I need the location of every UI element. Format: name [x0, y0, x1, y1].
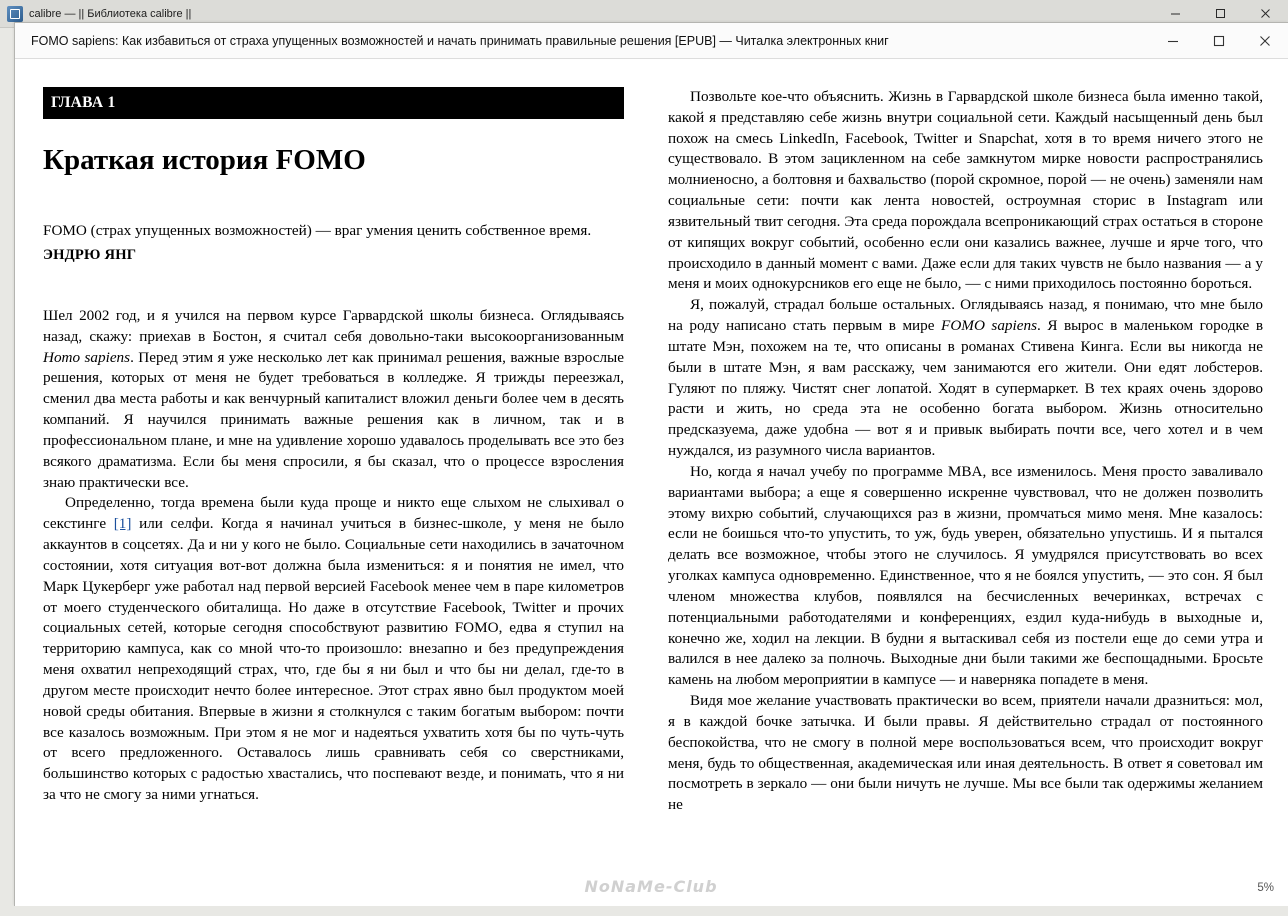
calibre-icon [7, 6, 23, 22]
viewer-window-controls [1150, 23, 1288, 58]
epigraph-author: ЭНДРЮ ЯНГ [43, 246, 137, 263]
paragraph-right-1: Позвольте кое-что объяснить. Жизнь в Гарвардской школе бизнеса была именно такой, какой я представляю себе жизнь внутри социальной сети. Каждый насыщенный день был похож на смесь LinkedIn, Facebook, Twitter и Snapchat, хотя в то время ничего этого не существовало. В этом зацикленном на себе замкнутом мирке новости распространялись молниеносно, а болтовня и бахвальство (порой скромное, порой — не очень) заменяли нам социальные сети: почти как лента новостей, остроумная сторис в Instagram или язвительный твит сегодня. Эта среда порождала всепроникающий страх остаться в стороне от кипящих вокруг событий, особенно если они казались важнее, лучше и ярче того, что происходило в данный момент с вами. Даже если для таких чувств не было названия — а у меня и моих однокурсников его еще не было, — с ними приходилось постоянно бороться. [668, 88, 1263, 293]
paragraph-right-3: Но, когда я начал учебу по программе MBA, все изменилось. Меня просто заваливало вариантами выбора; а еще я совершенно искренне чувствовал, что не должен позволить этому вихрю событий, случающихся раз в жизни, промчаться мимо меня. Мне казалось: если не боишься что-то упустить, то уж, будь уверен, обязательно упустишь. И я пытался делать все возможное, чтобы этого не случилось. Я умудрялся присутствовать во всех уголках кампуса одновременно. Единственное, что я не боялся упустить, — это сон. Я был членом множества клубов, появлялся на бесчисленных вечеринках, встречах с потенциальными работодателями и конференциях, ездил куда-нибудь в выходные и, конечно же, ходил на лекции. В будни я вытаскивал себя из постели еще до семи утра и валился в нее далеко за полночь. Выходные дни были такими же беспощадными. Бросьте камень на любом мероприятии в кампусе — и наверняка попадете в меня. [668, 462, 1263, 689]
paragraph-left-2-part-b: или селфи. Когда я начинал учиться в бизнес-школе, у меня не было аккаунтов в соцсетях. Да и ни у кого не было. Социальные сети находились в зачаточном состоянии, хотя ситуация вот-вот должна была измениться: я и понятия не имел, что Марк Цукерберг уже работал над первой версией Facebook менее чем в паре километров от моего студенческого обиталища. Но даже в отсутствие Facebook, Twitter и прочих социальных сетей, которые сегодня способствуют развитию FOMO, едва я ступил на территорию кампуса, как со мной что-то произошло: внезапно и без предупреждения меня охватил непреходящий страх, что, где бы я ни был и что бы ни делал, где-то в другом месте происходит нечто более интересное. Этот страх явно был продуктом моей новой среды обитания. Впервые в жизни я столкнулся с таким богатым выбором: почти все казалось возможным. При этом я не мог и надеяться ухватить хотя бы по чуть-чуть от всего предложенного. Оставалось лишь сравнивать себя со сверстниками, большинство которых с радостью хвастались, что поспевают везде, и понимать, что я ни за что не смогу за ними угнаться. [43, 515, 624, 803]
page-title: Краткая история FOMO [43, 144, 366, 177]
text-column-right [668, 87, 1263, 864]
epigraph-text: FOMO (страх упущенных возможностей) — враг умения ценить собственное время. [43, 222, 592, 240]
paragraph-right-2-part-b: . Я вырос в маленьком городке в штате Мэн, похожем на те, что описаны в романах Стивена Кинга. Если вы никогда не были в штате Мэн, я вам расскажу, чем занимаются его жители. Они едят лобстеров. Гуляют по пляжу. Чистят снег лопатой. Ходят в супермаркет. В тех краях очень здорово расти и жить, но среда эта не особенно богата выбором. Жизнь относительно предсказуема, даже удобна — вот я и привык выбирать почти все, чего хотел и в чем нуждался, из разумного числа вариантов. [668, 317, 1263, 460]
ebook-viewer-window [14, 22, 1288, 906]
viewer-titlebar [15, 23, 1288, 59]
reading-progress: 5% [1257, 882, 1274, 894]
paragraph-left-1-part-b: . Перед этим я уже несколько лет как принимал решения, важные взрослые решения, которых от меня не будет требоваться в колледже. Я трижды переезжал, сменил два места работы и как венчурный капиталист вложил деньги более чем в десять компаний. Я научился принимать важные решения как в личном, так и в профессиональном плане, и мне на удивление хорошо удавалось проделывать все это без всякого драматизма. Если бы меня спросили, я бы сказал, что о процессе взросления знаю практически все. [43, 348, 624, 491]
viewer-maximize-icon[interactable] [1196, 23, 1242, 58]
viewer-window-title: FOMO sapiens: Как избавиться от страха упущенных возможностей и начать принимать правильные решения [EPUB] — Читалка электронных книг [31, 33, 889, 48]
latin-phrase-fomo-sapiens: FOMO sapiens [941, 317, 1037, 335]
paragraph-left-2 [43, 493, 624, 805]
footnote-link-1[interactable]: [1] [113, 515, 132, 533]
viewer-close-icon[interactable] [1242, 23, 1288, 58]
paragraph-right-4: Видя мое желание участвовать практически во всем, приятели начали дразниться: мол, я в каждой бочке затычка. И были правы. Я действительно страдал от постоянного беспокойства, что не смогу в полной мере воспользоваться всем, что происходит вокруг меня, будь то общественная, академическая или иная деятельность. В ответ я советовал им посмотреть в зеркало — они были ничуть не лучше. Мы все были так одержимы желанием не [668, 692, 1263, 814]
book-content-area[interactable] [15, 59, 1288, 906]
latin-phrase-homo-sapiens: Homo sapiens [43, 348, 131, 366]
viewer-minimize-icon[interactable] [1150, 23, 1196, 58]
chapter-banner: ГЛАВА 1 [43, 87, 624, 119]
paragraph-right-2-part-a: Я, пожалуй, страдал больше остальных. Оглядываясь назад, я понимаю, что мне было на роду написано стать первым в мире [668, 296, 1263, 335]
book-footer [15, 866, 1287, 906]
paragraph-left-1-part-a: Шел 2002 год, и я учился на первом курсе Гарвардской школы бизнеса. Оглядываясь назад, скажу: приехав в Бостон, я считал себя довольно-таки высокоорганизованным [43, 306, 624, 345]
text-column-left [29, 87, 624, 864]
paragraph-right-2 [668, 295, 1263, 462]
calibre-window-title: calibre — || Библиотека calibre || [29, 7, 192, 20]
two-column-text [15, 59, 1287, 864]
paragraph-left-1 [43, 306, 624, 493]
watermark-label: NoNaMe-Club [584, 876, 718, 896]
paragraph-left-2-part-a: Определенно, тогда времена были куда проще и никто еще слыхом не слыхивал о секстинге [43, 494, 624, 533]
